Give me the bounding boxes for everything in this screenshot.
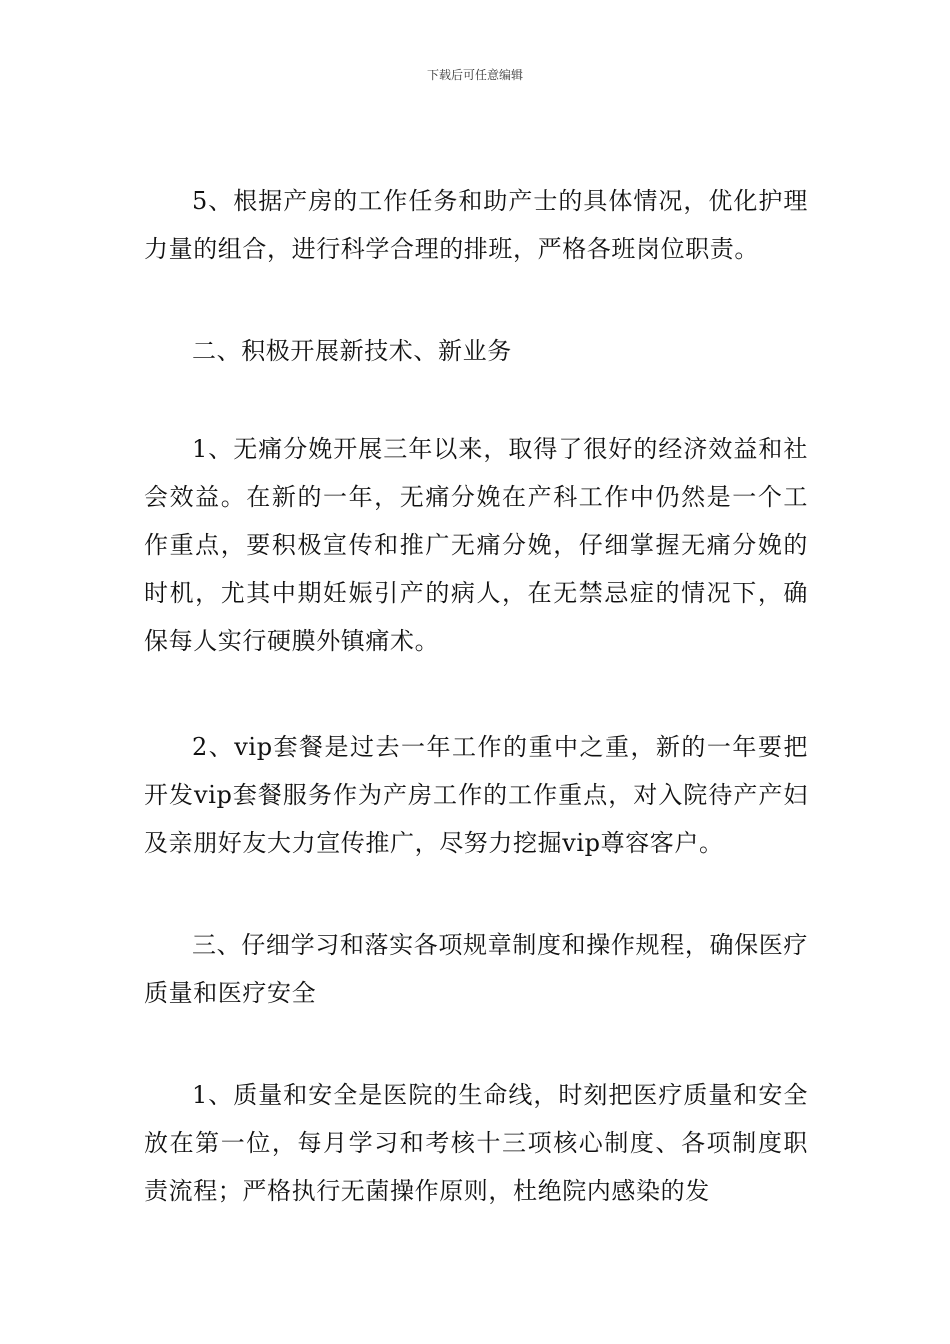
page-header-note: 下载后可任意编辑 bbox=[426, 68, 523, 82]
paragraph-item-2 bbox=[144, 723, 808, 867]
paragraph-text: 5、根据产房的工作任务和助产士的具体情况，优化护理力量的组合，进行科学合理的排班，严格各班岗位职责。 bbox=[144, 187, 808, 263]
section-heading-2 bbox=[144, 327, 808, 375]
paragraph-text: 2、vip套餐是过去一年工作的重中之重，新的一年要把开发vip套餐服务作为产房工作的工作重点，对入院待产产妇及亲朋好友大力宣传推广，尽努力挖掘vip尊容客户。 bbox=[144, 733, 808, 857]
paragraph-item-1 bbox=[144, 425, 808, 665]
section-heading-text: 二、积极开展新技术、新业务 bbox=[192, 337, 512, 365]
section-heading-3 bbox=[144, 921, 808, 1017]
paragraph-text: 1、无痛分娩开展三年以来，取得了很好的经济效益和社会效益。在新的一年，无痛分娩在产科工作中仍然是一个工作重点，要积极宣传和推广无痛分娩，仔细掌握无痛分娩的时机，尤其中期妊娠引产的病人，在无禁忌症的情况下，确保每人实行硬膜外镇痛术。 bbox=[144, 435, 808, 655]
paragraph-text: 1、质量和安全是医院的生命线，时刻把医疗质量和安全放在第一位，每月学习和考核十三项核心制度、各项制度职责流程；严格执行无菌操作原则，杜绝院内感染的发 bbox=[144, 1081, 808, 1205]
section-heading-text: 三、仔细学习和落实各项规章制度和操作规程，确保医疗质量和医疗安全 bbox=[144, 931, 808, 1007]
paragraph-item-1-quality bbox=[144, 1071, 808, 1215]
paragraph-item-5 bbox=[144, 177, 808, 273]
